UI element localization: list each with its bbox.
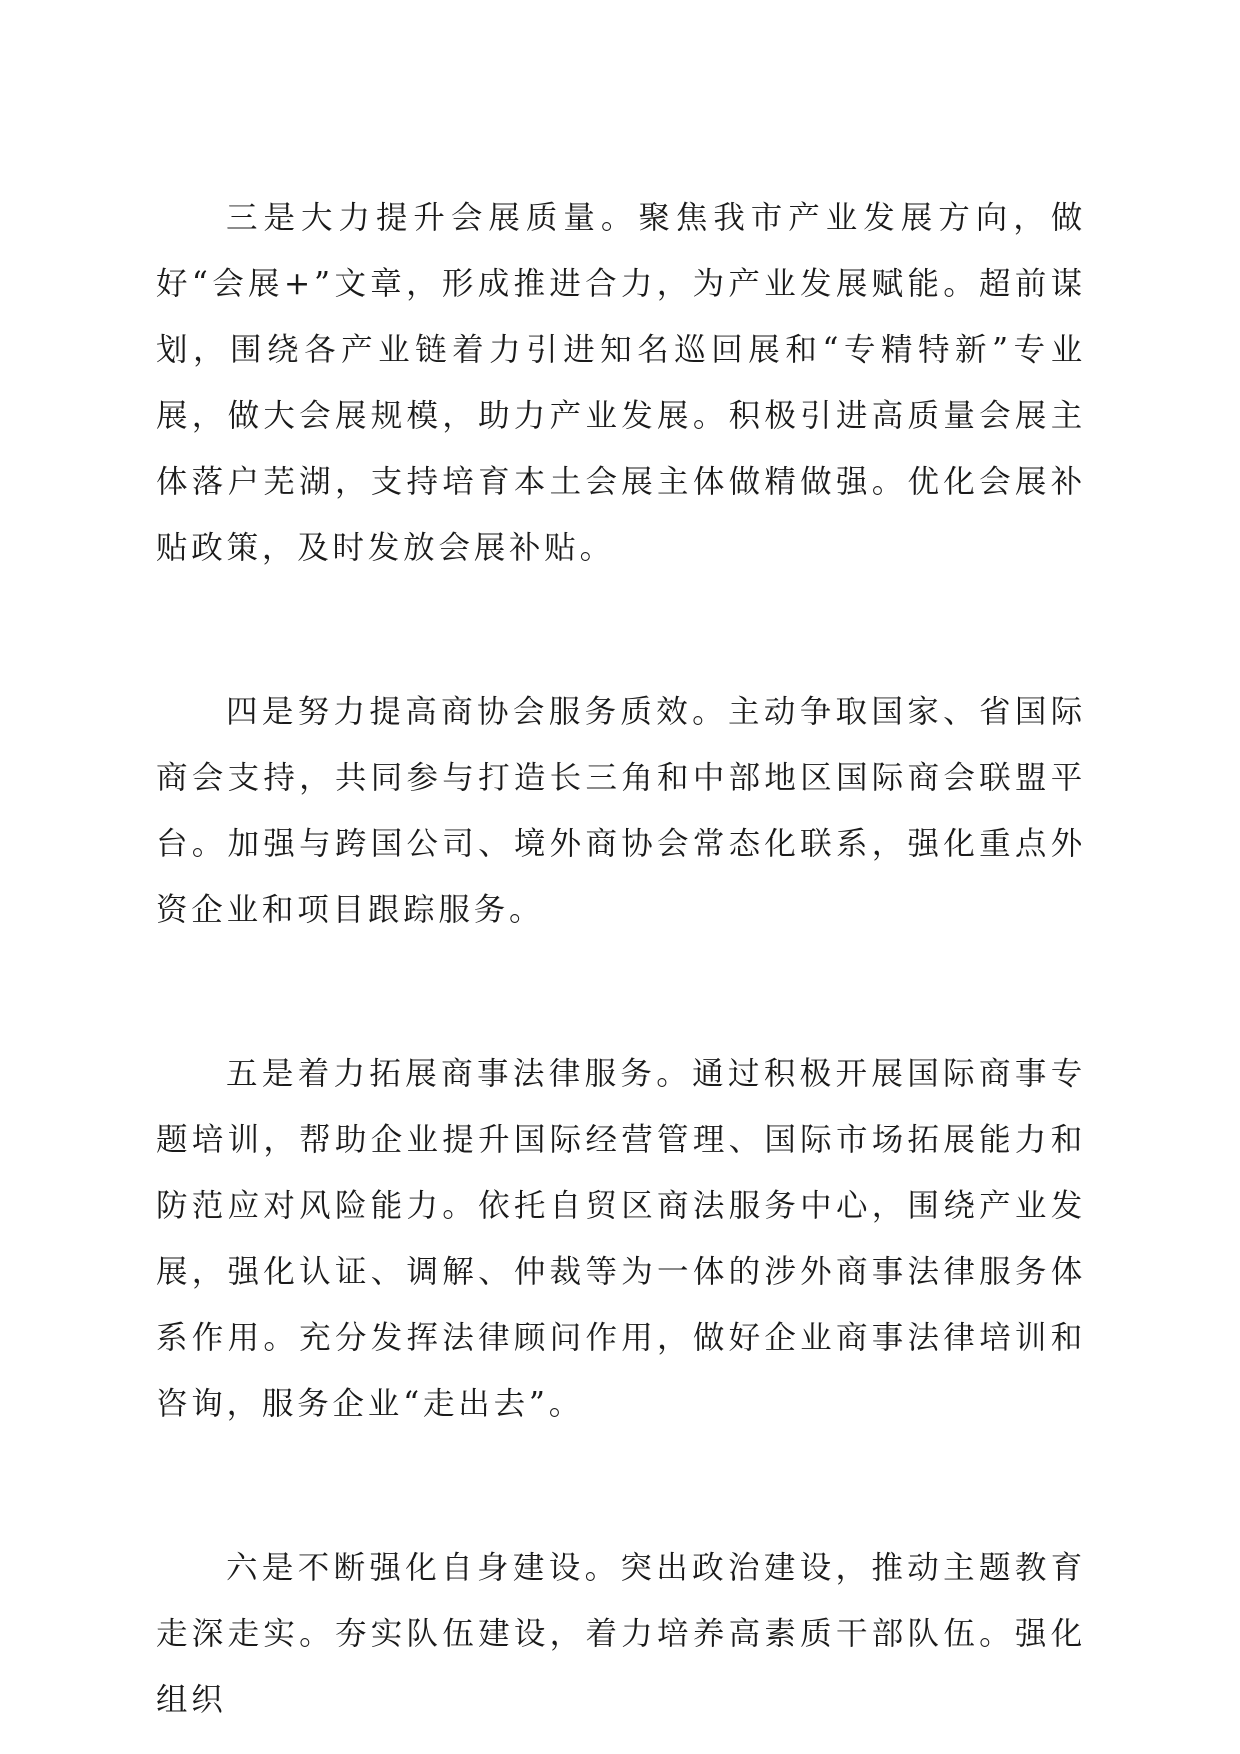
paragraph-exhibition-quality: 三是大力提升会展质量。聚焦我市产业发展方向，做好“会展+”文章，形成推进合力，为产业发展赋能。超前谋划，围绕各产业链着力引进知名巡回展和“专精特新”专业展，做大会展规模，助力产业发展。积极引进高质量会展主体落户芜湖，支持培育本土会展主体做精做强。优化会展补贴政策，及时发放会展补贴。 [156, 200, 1086, 566]
paragraph-commercial-legal-services: 五是着力拓展商事法律服务。通过积极开展国际商事专题培训，帮助企业提升国际经营管理、国际市场拓展能力和防范应对风险能力。依托自贸区商法服务中心，围绕产业发展，强化认证、调解、仲裁等为一体的涉外商事法律服务体系作用。充分发挥法律顾问作用，做好企业商事法律培训和咨询，服务企业“走出去”。 [156, 1056, 1086, 1422]
paragraph-chamber-services: 四是努力提高商协会服务质效。主动争取国家、省国际商会支持，共同参与打造长三角和中部地区国际商会联盟平台。加强与跨国公司、境外商协会常态化联系，强化重点外资企业和项目跟踪服务。 [156, 694, 1086, 928]
document-body [156, 185, 1086, 1733]
paragraph-self-building: 六是不断强化自身建设。突出政治建设，推动主题教育走深走实。夯实队伍建设，着力培养高素质干部队伍。强化组织 [156, 1550, 1086, 1718]
